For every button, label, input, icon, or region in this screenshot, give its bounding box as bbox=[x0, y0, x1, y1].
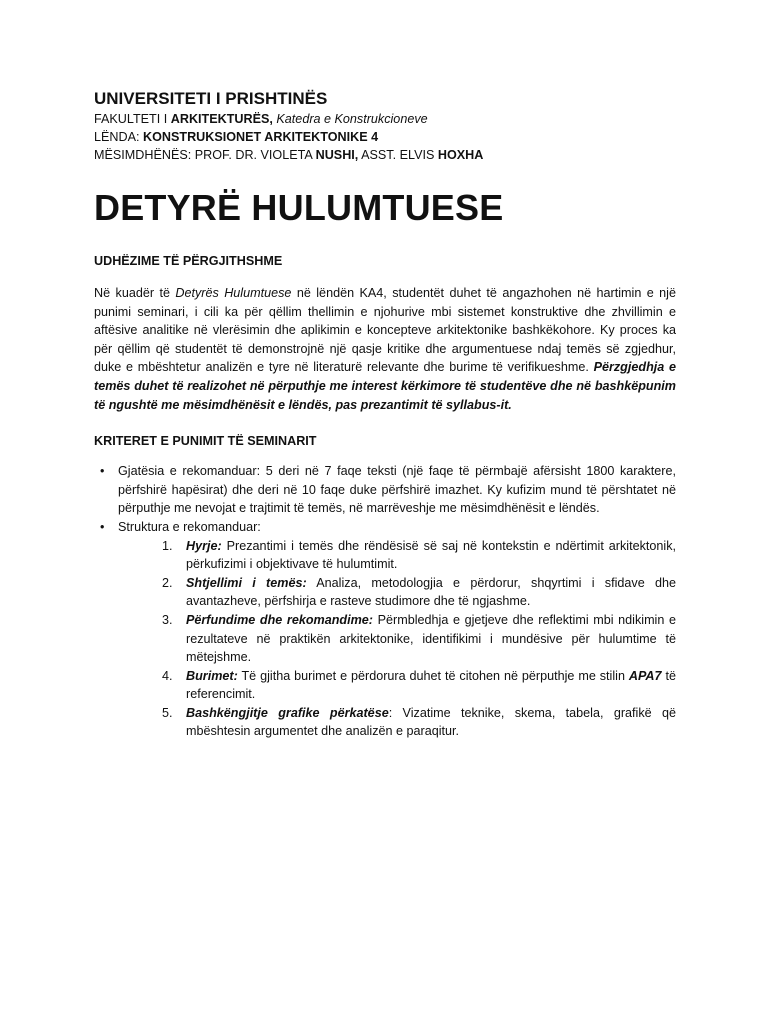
length-text: Gjatësia e rekomanduar: 5 deri në 7 faqe teksti (një faqe të përmbajë afërsisht 1800 karaktere, përfshirë hapësirat) dhe deri në 10 faqe duke përfshirë imazhet. Ky kufizim mund të përshtatet në përputhje me nevojat e trajtimit të temës, në marrëveshje me mësimdhënësit e lëndës. bbox=[118, 464, 676, 516]
general-heading: UDHËZIME TË PËRGJITHSHME bbox=[94, 254, 283, 268]
faculty-name: ARKITEKTURËS, bbox=[170, 112, 273, 126]
bullet-icon: • bbox=[100, 519, 105, 534]
item-number: 5. bbox=[162, 705, 173, 720]
item-style-name: APA7 bbox=[628, 668, 662, 683]
general-paragraph bbox=[94, 284, 676, 414]
subject-line bbox=[94, 128, 676, 146]
faculty-department: Katedra e Konstrukcioneve bbox=[276, 112, 428, 126]
item-text: Të gjitha burimet e përdorura duhet të citohen në përputhje me stilin bbox=[237, 668, 629, 683]
document-title: DETYRË HULUMTUESE bbox=[94, 187, 504, 228]
document-page bbox=[94, 88, 676, 741]
item-text: Prezantimi i temës dhe rëndësisë së saj në kontekstin e ndërtimit arkitektonik, përkufizimi i objektivave të hulumtimit. bbox=[186, 538, 676, 572]
structure-label: Struktura e rekomanduar: bbox=[118, 519, 261, 534]
teachers-prefix: MËSIMDHËNËS: PROF. DR. VIOLETA bbox=[94, 148, 316, 162]
item-text: Analiza, metodologjia e përdorur, shqyrtimi i sfidave dhe avantazheve, përfshirja e rasteve studimore dhe të ngjashme. bbox=[186, 575, 677, 609]
teachers-mid: ASST. ELVIS bbox=[358, 148, 438, 162]
general-p3-bold: Përzgjedhja e temës duhet të realizohet në përputhje me interest kërkimore të studentëve dhe në bashkëpunim të ngushtë me mësimdhënësit e lëndës, pas prezantimit të syllabus-it. bbox=[94, 360, 676, 412]
item-text: Përmbledhja e gjetjeve dhe reflektimi mbi ndikimin e rezultateve në praktikën arkitektonike, identifikimi i mundësive për hulumtime të mëtejshme. bbox=[186, 612, 676, 665]
item-term: Përfundime dhe rekomandime: bbox=[186, 612, 373, 627]
item-term: Burimet: bbox=[186, 668, 238, 683]
criteria-list bbox=[94, 462, 676, 741]
structure-list bbox=[118, 537, 676, 742]
item-text: : Vizatime teknike, skema, tabela, grafikë që mbështesin argumentet dhe analizën e paraqitur. bbox=[186, 705, 676, 739]
faculty-prefix: FAKULTETI I bbox=[94, 112, 171, 126]
subject-prefix: LËNDA: bbox=[94, 130, 143, 144]
item-term: Shtjellimi i temës: bbox=[186, 575, 307, 590]
teachers-line bbox=[94, 146, 676, 164]
list-item-structure bbox=[94, 518, 676, 741]
list-item bbox=[118, 537, 676, 574]
item-number: 2. bbox=[162, 575, 173, 590]
subject-name: KONSTRUKSIONET ARKITEKTONIKE 4 bbox=[143, 130, 379, 144]
item-tail: të referencimit. bbox=[186, 668, 676, 702]
general-p1: Në kuadër të bbox=[94, 286, 176, 300]
list-item-length bbox=[94, 462, 676, 518]
item-term: Bashkëngjitje grafike përkatëse bbox=[186, 705, 389, 720]
bullet-icon: • bbox=[100, 464, 105, 479]
item-number: 1. bbox=[162, 538, 173, 553]
list-item bbox=[118, 667, 676, 704]
list-item bbox=[118, 611, 676, 667]
item-term: Hyrje: bbox=[186, 538, 222, 553]
list-item bbox=[118, 574, 676, 611]
general-p1-italic: Detyrës Hulumtuese bbox=[175, 286, 292, 300]
teacher2-surname: HOXHA bbox=[437, 148, 484, 162]
criteria-heading: KRITERET E PUNIMIT TË SEMINARIT bbox=[94, 434, 317, 449]
list-item bbox=[118, 704, 676, 741]
general-p2: në lëndën KA4, studentët duhet të angazhohen në hartimin e një punimi seminari, i cili ka për qëllim thellimin e njohurive mbi sistemet konstruktive dhe zhvillimin e aftësive analitike në vlerësimin dhe aplikimin e koncepteve arkitektonike bashkëkohore. Ky proces ka për qëllim që studentët të demonstrojnë një qasje kritike dhe argumentuese ndaj temës së zgjedhur, duke e mbështetur analizën e tyre në literaturë relevante dhe burime të verifikueshme. bbox=[94, 286, 676, 375]
university-name: UNIVERSITETI I PRISHTINËS bbox=[94, 89, 328, 108]
faculty-line bbox=[94, 110, 676, 128]
item-number: 4. bbox=[162, 668, 173, 683]
teacher1-surname: NUSHI, bbox=[315, 148, 359, 162]
item-number: 3. bbox=[162, 612, 173, 627]
